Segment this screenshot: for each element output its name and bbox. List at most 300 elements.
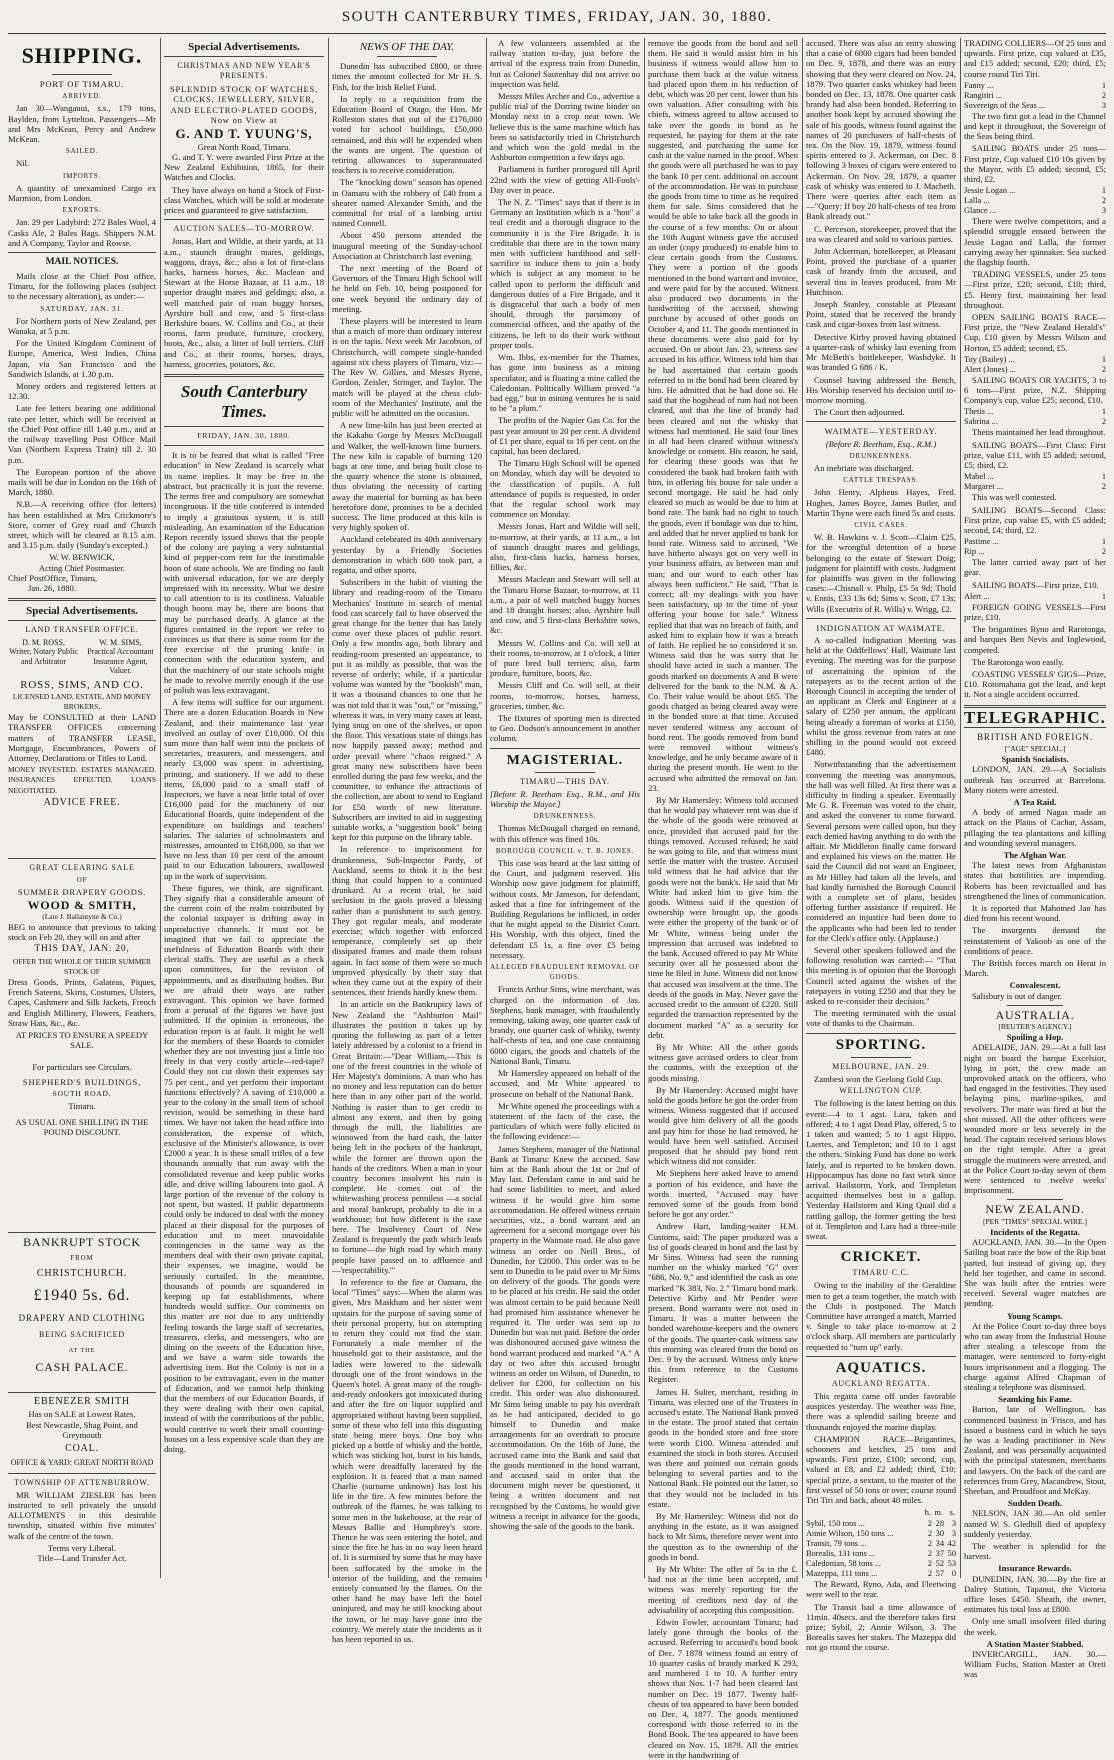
mail-date: SATURDAY, JAN. 31.: [40, 303, 124, 313]
news-item: The Timaru High School will be opened on Monday, which day will be devoted to the classification of pupils. A full attendance of pupils is requested, in order that the regular school work may commence on Monday.: [490, 458, 640, 520]
mail-text: Mails close at the Chief Post office, Timaru, for the following places (subject to the necessary alteration), as under:—: [8, 271, 156, 302]
regatta-text: TRADING VESSELS, under 25 tons—First prize, £20; second, £10; third, £5. Henry first, maintaining her lead throughout.: [964, 269, 1106, 310]
placing-list: [964, 592, 1106, 602]
table-row: [806, 1559, 956, 1569]
divider: [806, 1033, 956, 1034]
telegram-text: AUCKLAND, JAN. 30.—In the Open Sailing boat race the bow of the Rip boat parted, but instead of giving up, they held her together, and came in second. She was built after the entries were received. Several wager matches are pending.: [964, 1237, 1106, 1309]
time-cell: 28: [935, 1519, 944, 1529]
vessel-name: Borealis, 131 tons ...: [806, 1549, 876, 1559]
mail-signature: Chief PostOffice, Timaru,: [8, 572, 98, 583]
list-item: [964, 482, 1106, 492]
leader-text: These figures, we think, are significant. They signify that a considerable amount of the current coin of the realm contributed by the colonial taxpayer is drifting away in unproductive channels. It must not be imagined that we fail to appreciate the usefulness of Education Boards with their clerical staffs. They are useful as a check upon committees, for the revision of appointments, and as distributing bodies. But we are afraid their ways are rather extravagant. This opinion we have formed from a perusal of the figures we have just submitted. If the opinion is erroneous, the education report is at fault. It might be well for the members of these Boards to consider whether they are not investing just a little too freely in that very costly article—red-tape? Could they not cut down their expenses say 75 per cent., and yet perform their important functions effectively? A saving of £10,000 a year to the colony in the small item of school revision, would be something in these hard times. We have not taken the head office into consideration, the expense of which, exclusive of the Minister's allowance, is over £2000 a year. It is these small trifles of a few thousands annually that run away with the consolidated revenue and keep public works idle, and drive willing labourers into gaol. A large portion of the revenue of the colony is not spent, but wasted. If public departments could only be induced to deal with the money placed at their disposal for the purposes of education and to meet unavoidable contingencies in the same way as the members deal with their own private capital, their expenses, we imagine, would be seriously curtailed. In the meantime, thousands of pounds are squandered in keeping up fat establishments, where hundreds would suffice. Our comments on this matter are not due to any unfriendly feeling towards the large staff of secretaries, treasurers, clerks, and messengers, who are dining on the sweets of the Education hive, and we have a warm side towards the advertising item. But the Colony is not in a position to be extravagant, even in the matter of Education, and we cannot help thinking that the members of our Education Boards, if they were dealing with their own capital, instead of with the contributions of the public, would contrive to work their small counting-houses on a less expensive scale than they are doing.: [164, 882, 324, 1454]
placing-list: [964, 472, 1106, 492]
ross-title: Writer, Notary Public and Arbitrator: [9, 647, 78, 666]
sims-name: W. M. SIMS,: [99, 637, 142, 647]
bankrupt-stock: BANKRUPT STOCK: [23, 1234, 141, 1249]
time-cell: 3: [951, 1519, 956, 1529]
mail-text: Late fee letters bearing one additional rate per letter, which will be received at the Chief Post office till 1.40 p.m., and at the railway travelling Post Office Mail Van (Northern Express Train) till 2. 30 p.m.: [8, 403, 156, 465]
wood-text: BEG to announce that previous to taking stock on Feb 20, they will on and after: [8, 922, 156, 943]
list-item: [964, 417, 1106, 427]
cricket-sub: TIMARU C.C.: [852, 1268, 910, 1278]
borough-heading: BOROUGH COUNCIL v. T. B. JONES.: [495, 846, 635, 855]
timaru-text: Timaru.: [68, 1101, 96, 1112]
placing: 2: [1101, 90, 1106, 100]
vessel-name: Mazeppa, 111 tons ...: [806, 1569, 878, 1579]
court-text: C. Perceson, storekeeper, proved that the tea was cleared and sold to various parties.: [806, 223, 956, 244]
nz-wire: [PER "TIMES" SPECIAL WIRE.]: [982, 1216, 1088, 1226]
divider: [806, 1356, 956, 1357]
indignation-heading: INDIGNATION AT WAIMATE.: [816, 622, 946, 633]
divider: [806, 421, 956, 422]
list-item: [964, 186, 1106, 196]
regatta-text: SAILING BOATS—Second Class: First prize, cup value £5, with £5 added; second, £4; third, £2.: [964, 504, 1106, 535]
boat-name: Fanny ...: [964, 80, 994, 90]
waimate-drunk-heading: DRUNKENNESS.: [849, 451, 913, 460]
regatta-text: TRADING COLLIERS—Of 25 tons and upwards. First prize, cup valued at £35, and £15 added; second, £20; third, £5; course round Tiri Tiri.: [964, 38, 1106, 79]
time-cell: 2: [927, 1519, 932, 1529]
news-item: Dunedin has subscribed £800, or three times the amount collected for Mr H. S. Fish, for the Irish Relief Fund.: [332, 61, 482, 92]
vessel-name: Caledonian, 58 tons ...: [806, 1559, 882, 1569]
boat-name: Mabel ...: [964, 472, 994, 482]
results-col-h: h.: [924, 1508, 931, 1518]
ross-sims-text: LICENSED LAND, ESTATE, AND MONEY BROKERS,: [12, 691, 152, 711]
divider: [806, 1245, 956, 1246]
regatta-text: SAILING BOATS under 25 tons—First prize, Cup valued £10 10s given by the Mayor, with £5 added; second, £5; third, £2.: [964, 143, 1106, 185]
news-item: Messrs W. Collins and Co. will sell at their rooms, to-morrow, at 1 o'clock, a litter of pure bred bull terriers; also, farm produce, furniture, boots, &c.: [490, 637, 640, 679]
bankrupt-at: AT THE: [68, 1346, 96, 1354]
column-rule: [644, 38, 645, 1578]
news-item: Messrs Jonas, Hart and Wildie will sell, to-morrow, at their yards, at 11 a.m., a lot of staunch draught mares and geldings, also, first-class hacks, harness horses, fillies, &c.: [490, 521, 640, 573]
young-address: Great North Road, Timaru.: [197, 141, 291, 152]
indignation-text: A so-called Indignation Meeting was held at the Oddfellows' Hall, Waimate last evening. The meeting was for the purpose of ascertaining the opinion of the ratepayers as to the recent action of the Borough Council in accepting the tender of an applicant as Clerk and Engineer at a salary of £250 per annum, the applicant being already a foreman of works at £150, whilst the gross revenue from rates at one shilling in the pound would not exceed £480.: [806, 634, 956, 758]
placing: 1: [1101, 186, 1106, 196]
sailed-heading: SAILED.: [65, 147, 99, 156]
ross-sims-text: May be CONSULTED at their LAND TRANSFER OFFICES concerning matters of TRANSFER LEASE, Mortgage, Encumbrances, Powers of Attorney, Declarations or Titles to Land.: [8, 712, 156, 763]
telegram-text: The weather is splendid for the harvest.: [964, 1540, 1106, 1562]
special-ads-heading: Special Advertisements.: [26, 605, 138, 618]
indignation-text: The meeting terminated with the usual vote of thanks to the Chairman.: [806, 1008, 956, 1029]
telegram-text: DUNEDIN, JAN. 30.—By the fire at Dalrey Station, Tapanui, the Victoria office loses £450. Sheath, the owner, estimates his total loss at £800.: [964, 1573, 1106, 1615]
time-cell: 42: [947, 1539, 956, 1549]
court-text: W. B. Hawkins v. J. Scott—Claim £25, for the wrongful detention of a horse belonging to the estate of Stewart Doig; judgment for plaintiff with costs. Judgment for plaintiffs was given in the following cases:—Chisnall v. Philp, £5 5s 9d; Thold v. Ennis, £33 13s 6d; Sims v. Scott, £7 13s; Wills (Executrix of R. Wills) v. Wrigg, £2.: [806, 532, 956, 614]
stab-heading: A Station Master Stabbed.: [986, 1638, 1084, 1649]
column-2: [164, 38, 324, 1578]
sale-summer: SUMMER DRAPERY GOODS.: [17, 887, 147, 898]
news-item: Messrs Maclean and Stewart will sell at the Timaru Horse Bazaar, to-morrow, at 11 a.m., a pair of well matched buggy horses and 18 draught horses; also, Ayrshire bull and cow, and 5 first-class Berkshire sows, &c.: [490, 574, 640, 636]
mail-text: Money orders and registered letters at 12.30.: [8, 381, 156, 402]
land-transfer-names: [8, 638, 156, 676]
news-item: In reply to a requisition from the Education Board of Otago, the Hon. Mr Rolleston states that out of the £176,000 voted for school buildings, £50,000 remained, and this will be expended when the wants are urgent. The question of retiring allowances to superannuated teachers is to receive consideration.: [332, 93, 482, 176]
telegram-text: The British forces march on Herat in March.: [964, 958, 1106, 979]
exports-text: Jan. 29 per Ladybird: 272 Bales Wool, 4 Casks Ale, 2 Bales Bags. Shippers N.M. and A Company, Taylor and Rowse.: [8, 217, 156, 248]
indignation-text: Several other speakers followed and the following resolution was carried:— "That this meeting is of opinion that the Borough Council acted against the wishes of the ratepayers in voting £250 and that they be asked to re-consider their decision.": [806, 945, 956, 1007]
office-yard: OFFICE & YARD: GREAT NORTH ROAD: [10, 1458, 154, 1468]
divider: [851, 1057, 911, 1058]
splendid-stock: SPLENDID STOCK OF WATCHES, CLOCKS, JEWELLERY, SILVER, AND ELECTRO-PLATED GOODS, Now on View at: [169, 83, 318, 126]
divider: [164, 56, 324, 57]
sporting-heading: SPORTING.: [835, 1036, 927, 1053]
time-cell: 57: [935, 1569, 944, 1579]
table-row: [806, 1569, 956, 1579]
placing: 1: [1101, 591, 1106, 601]
mail-signature: Acting Chief Postmaster.: [38, 562, 126, 573]
news-item: The "knocking down" season has opened in Oamaru with the robbery of £40 from a shearer named Alexander Smith, and the committal for trial of a lambing artist named Connell.: [332, 177, 482, 229]
shepherd-buildings: SHEPHERD'S BUILDINGS,: [22, 1076, 142, 1087]
time-cell: 34: [935, 1539, 944, 1549]
table-row: [806, 1539, 956, 1549]
divider: [164, 219, 324, 220]
placing-list: [964, 537, 1106, 557]
magisterial-bench: [Before R. Beetham Esq., R.M., and His Worship the Mayor.]: [490, 788, 640, 810]
list-item: [964, 196, 1106, 206]
telegram-text: The latest news from Afghanistan states that hostilities are impending. Roberts has been revictualled and has strengthened the lines of communication.: [964, 860, 1106, 901]
land-transfer-heading: LAND TRANSFER OFFICE.: [25, 625, 139, 635]
cash-palace: CASH PALACE.: [35, 1360, 129, 1375]
telegram-text: Salisbury is out of danger.: [972, 990, 1062, 1001]
bankrupt-being: BEING SACRIFICED: [39, 1329, 125, 1339]
boat-name: Margaret ...: [964, 482, 1003, 492]
court-text: James Stephens, manager of the National Bank at Timaru: Knew the accused. Saw him at the Bank about the 1st or 2nd of May last. Defendant came in and said he had some liabilities to meet, and asked witness if he would give him some accommodation. He offered witness certain securities, viz., a bond warrant and an agreement for a second mortgage over his property in the Waimate road. He also gave witness an order on Neill Bros., of Dunedin, for £2000. This order was to be sent to Dunedin to be paid over to Mr Sims on delivery of the goods. The goods were to be placed at his credit. He said the order was almost certain to be paid because Neill had promised him assistance whenever he required it. The order was sent up to Dunedin but was not paid. Before the order was dishonoured accused gave witness the bond warrant produced and marked "A." A day or two after this accused brought witness an order on Wilson, of Dunedin, to deliver for £200, for collection on his credit. This order was also dishonoured. Mr Sims being unable to pay his overdraft as he had anticipated, decided to go himself to Dunedin and make arrangements for an overdraft to procure accommodation. On the 16th of June, the accused came into the Bank and said that the goods mentioned in the bond warrant, and accused said in order that the document might never be questioned, it being a written document and not recognised by the Customs, he would give witness a receipt in advance for the goods, showing the sale of the goods to the bank.: [490, 1143, 640, 1532]
table-row: [806, 1529, 956, 1539]
waimate-bench: (Before R. Beetham, Esq., R.M.): [825, 438, 937, 449]
placing: 2: [1101, 547, 1106, 557]
sailed-text: Nil.: [16, 158, 30, 169]
boat-name: Sovereign of the Seas ...: [964, 100, 1046, 110]
telegram-text: LONDON, JAN. 29.—A Socialists outbreak has occurred at Barcelona. Many rioters were arrested.: [964, 764, 1106, 795]
column-rule: [960, 38, 961, 1578]
divider: [52, 74, 111, 75]
court-text: John Henry, Alpheus Hayes, Fred. Hughes, James Boyce, James Butler, and Martin Thyne were each fined 5s and costs.: [806, 487, 956, 518]
mail-signature: Jan. 26, 1880.: [28, 582, 76, 593]
time-cell: 0: [951, 1569, 956, 1579]
telegram-text: Barton, late of Wellington, has commenced business in 'Frisco, and has issued a business card in which he says he was a leading practitioner in New Zealand, and was personally acquainted with the principal statesmen, merchants and lawyers. On the back of the card are references from Grey, Macandrew, Stout, Sheehan, and Proudfoot and McKay.: [964, 1404, 1106, 1496]
auction-heading: AUCTION SALES—TO-MORROW.: [173, 224, 315, 234]
regatta-incidents-heading: Incidents of the Regatta.: [990, 1226, 1080, 1237]
regatta-text: SAILING BOATS—First prize, £10.: [972, 579, 1099, 590]
age-special: ["AGE" SPECIAL.]: [1004, 743, 1066, 753]
exports-heading: EXPORTS.: [62, 206, 102, 215]
nameplate: South Canterbury Times.: [180, 382, 308, 422]
list-item: [964, 355, 1106, 365]
column-5: [648, 38, 798, 1760]
imports-heading: IMPORTS.: [62, 171, 102, 180]
cricket-heading: CRICKET.: [840, 1249, 922, 1266]
court-text: Mr Hamersley appeared on behalf of the accused, and Mr White appeared to prosecute on behalf of the National Bank.: [490, 1068, 640, 1099]
boat-name: Rangitiri ...: [964, 90, 1003, 100]
news-item: A new lime-kiln has just been erected at the Kakahu Gorge by Messrs McDougall and Walker, the well-known lime burners. The new kiln is capable of burning 120 bags at one time, and being built close to the quarry whence the stone is obtained, thus obviating the necessity of carting away the material for burning as has been heretofore done, promises to be a decided success. The lime produced at this kiln is very highly spoken of.: [332, 420, 482, 533]
divider: [377, 56, 437, 57]
bankrupt-christchurch: CHRISTCHURCH.: [36, 1268, 128, 1280]
news-item: In an article on the Bankruptcy laws of New Zealand the "Ashburton Mail" illustrates the position it takes up by quoting the following as part of a letter lately addressed by a colonist to a friend in Great Britain:—"Dear William,—This is one of the freest countries in the whole of Her Majesty's dominions. A man who has no money and less reputation can do better here than in any other part of the world. Nothing is easier than to get credit to almost any extent, and then by going through the mill, the liabilities are winnowed from the hard cash, the latter being left in the pockets of the bankrupt, while the former are thrown upon the hands of the creditors. When a man in your country becomes insolvent his ruin is complete. He comes out of the whitewashing process penniless —a social and moral bankrupt, probably to die in a workhouse; but how different is the case here. The Insolvency Court of New Zealand is frequently the path which leads to fortune—the high road by which many people have passed on to affluence and—'respectability.'": [332, 999, 482, 1275]
court-text: Francis Arthur Sims, wine merchant, was charged on the information of Jas. Stephens, bank manager, with fraudulently removing, taking away, one quarter cask of brandy, one quarter cask of whisky, twenty half-chests of tea, and one case containing 6000 cigars, the goods and chattels of the National Bank, Timaru.: [490, 984, 641, 1066]
time-cell: 2: [927, 1539, 932, 1549]
cricket-text: Owing to the inability of the Geraldine men to get a team together, the match with the Club is postponed. The Match Committee have arranged a match, Married v. Single to take place to-morrow at 2 o'clock sharp. All members are particularly requested to "turn up" early.: [806, 1280, 956, 1352]
aquatics-heading: AQUATICS.: [835, 1359, 927, 1376]
sale-of: OF: [76, 876, 88, 885]
telegram-text: A body of armed Nagas made an attack on the Plains of Cachar, Assam, pillaging the tea plantations and killing and wounding several managers.: [964, 807, 1106, 848]
bankrupt-from: FROM: [70, 1253, 94, 1262]
boat-name: Thetis ...: [964, 407, 994, 417]
column-rule: [802, 38, 803, 1578]
vessel-name: Annie Wilson, 150 tons ...: [806, 1529, 894, 1539]
divider: [806, 618, 956, 619]
divider: [8, 1392, 156, 1393]
arrived-text: Jan 30—Wanganui, s.s., 179 tons, Baylden, from Lyttelton. Passengers—Mr and Mrs McKean, Percy and Andrew McKean.: [8, 103, 156, 145]
list-item: [964, 407, 1106, 417]
mail-heading: MAIL NOTICES.: [45, 257, 119, 268]
regatta-text: The brigantines Ryno and Rarotonga, and barques Ben Nevis and Inglewood, competed.: [964, 624, 1106, 655]
news-item: Wm. Ibbs, ex-member for the Thames, has gone into business as a mining speculator, and is floating a mine called the Caledonian. Politically William proved "a bad egg," but in mining ventures he is said to be "a plum.": [490, 352, 640, 414]
indignation-text: Notwithstanding that the advertisement convening the meeting was anonymous, the hall was well filled. At first there was a difficulty in finding a speaker. Eventually Mr G. R. Freeman was voted to the chair, and asked the convener to come forward. Several persons were called upon, but they each denied having anything to do with the affair. Mr Middleton finally came forward and explained his views on the matter. He said the Council did not want an Engineer, as Mr Hilley had taken all the levels, and had kindly furnished the Borough Council with a complete set of plans, besides offering further assistance if required. He considered an injustice had been done to the applicants who had been led to tender for the Clerk's office only. (Applause.): [806, 759, 956, 943]
placing: 3: [1101, 100, 1106, 110]
hop-heading: Spoiling a Hop.: [1006, 1032, 1064, 1043]
aquatics-text: The Transit had a time allowance of 11min. 40secs. and the therefore takes first prize; Sybil, 2; Annie Wilson, 3. The Borealis saves her stakes. The Mazeppa did not go round the course.: [806, 1601, 956, 1653]
list-item: [964, 101, 1106, 111]
placing: 2: [1101, 482, 1106, 492]
time-cell: 2: [927, 1549, 932, 1559]
xmas-heading: CHRISTMAS AND NEW YEAR'S PRESENTS.: [177, 61, 311, 81]
drunk-heading: DRUNKENNESS.: [533, 812, 597, 821]
placing-list: [964, 407, 1106, 427]
court-text: Joseph Stanley, constable at Pleasant Point, stated that he received the brandy cask and cigar-boxes from last witness.: [806, 299, 956, 330]
boat-name: Alert (Jones) ...: [964, 364, 1016, 374]
vessel-name: Transit, 79 tons ...: [806, 1539, 867, 1549]
list-item: [964, 472, 1106, 482]
news-item: The next meeting of the Board of Governors of the Timaru High School will be held on Feb. 10, being postponed for one week beyond the ordinary day of meeting.: [332, 263, 482, 314]
waimate-heading: WAIMATE—YESTERDAY.: [824, 426, 938, 437]
column-7: [964, 38, 1106, 1680]
court-text: By Mr Hamersley: Witness told accused that he would pay whatever rent was due if the whole of the goods were removed at once, provided that accused paid for the things removed. Accused refused; he said he was going to file, and that witness must settle the matter with the trustee. Accused told witness that he had advice that the goods were not the bank's. He said that Mr White had asked him to give him the goods. Witness said if the question of ownership were brought up, the goods were either the property of the bank or of Mr White, witness being under the impression that accused was indebted to the bank. Accused offered to pay Mr White security over all he possessed about the time he filed in June. Witness did not know that accused was insolvent at the time. The deeds of the goods in May. Never gave the accused credit to the amount of £220. Still regarded the transaction represented by the document marked "A" as a security for debt.: [648, 795, 798, 1040]
fame-heading: Seamking his Fame.: [998, 1394, 1072, 1405]
list-item: [964, 592, 1106, 602]
australia-heading: AUSTRALIA.: [995, 1007, 1075, 1022]
mail-text: For Northern ports of New Zealand, per Wanaka, at 5 p.m.: [8, 315, 156, 337]
news-item: Auckland celebrated its 40th anniversary yesterday by a Friendly Societies demonstration in which 600 took part, a regatta, and other sports.: [332, 534, 482, 575]
aquatics-sub: AUCKLAND REGATTA.: [831, 1378, 931, 1388]
telegram-text: INVERCARGILL, JAN. 30.—William Fuchs, Station Master at Oreti was: [964, 1649, 1106, 1680]
telegram-text: ADELAIDE, JAN. 29.—At a full last night on board the barque Excelsior, lying in port, the crew made an unprovoked attack on the officers, who had engaged in the festivities. They used belaying pins, marline-spikes, and revolvers. The mate was fired at but the shot missed. All the other officers were wounded more or less severely in the head. The captain received serious blows on the right temple. After a great struggle the mutineers were arrested, and at the Police Court to-day seven of them were sentenced to twelve weeks' imprisonment.: [964, 1042, 1106, 1196]
placing: 2: [1101, 196, 1106, 206]
regatta-text: There were twelve competitors, and a splendid struggle ensued between the Jessie Logan and Lalla, the former carrying away her spinnaker. Sea sucked the flagship fourth.: [964, 216, 1106, 268]
regatta-text: Thetis maintained her lead throughout.: [972, 427, 1106, 438]
court-text: By Mr Hamersley: Witness did not do anything in the estate, as it was assigned back to Mr Sims, therefore never went into the question as to the ownership of the goods in bond.: [648, 1511, 798, 1562]
time-cell: 2: [927, 1529, 932, 1539]
ebenezer-smith: EBENEZER SMITH: [34, 1396, 130, 1408]
time-cell: 52: [935, 1559, 944, 1569]
news-item: A few volunteers assembled at the railway station to-day, just before the arrival of the express train from Dunedin, but as Colonel Sautenhay did not arrive no inspection was held.: [490, 38, 640, 89]
death-heading: Sudden Death.: [1008, 1498, 1062, 1509]
convalescent-heading: Convalescent.: [1009, 980, 1061, 991]
news-heading: NEWS OF THE DAY.: [359, 41, 455, 53]
court-text: Mr White opened the proceedings with a statement of the facts of the case, the particulars of which were fully elicited in the following evidence:—: [490, 1100, 640, 1142]
masthead: SOUTH CANTERBURY TIMES, FRIDAY, JAN. 30, 1880.: [341, 9, 773, 25]
news-item: Messrs Cliff and Co. will sell, at their rooms, to-morrow, horses, harness, groceries, timber, &c.: [490, 680, 640, 711]
table-row: [806, 1549, 956, 1559]
divider: [164, 374, 324, 377]
wood-smith-sub: (Late J. Ballantyne & Co.): [42, 911, 122, 921]
south-road: SOUTH ROAD,: [52, 1088, 112, 1098]
divider: [8, 252, 156, 253]
news-item: In reference to the fire at Oamaru, the local "Times" says:—When the alarm was given, Mrs Maskham and her sister went upstairs for the purpose of saving some of their personal property, but on attempting to return they could not find the stair. Fortunately a male member of the household got to their assistance, and the ladies were lowered to the sidewalk through one of the front windows in the Queen's hotel. A great many of the rough-and-ready onlookers got intoxicated during and after the fire on liquor supplied and appropriated without having been supplied, some of these who fell into this disgusting state being mere boys. One boy who picked up a bottle of whisky and the bottle, which was sticking hot, burst in his hands, which were dreadfully lacerated by the explosion. It is feared that a man named Charlie (surname unknown) has lost his life in the fire. A few minutes before the outbreak of the flames, he was talking to some men in the bakehouse, at the rear of Messrs Ballie and Humphrey's store. Thence he was seen entering the hotel, and since the fire he has in no way been heard of. It is surmised by some that he may have been suffocated by the smoke in the interior of the building, and the remains entirely consumed by the flames. On the other hand he may have left the hotel uninjured, and may be still knocking about the town, or he may have gone into the country. We merely state the incidents as it has been reported to us.: [332, 1276, 482, 1645]
melbourne-dateline: MELBOURNE, JAN. 29.: [832, 1061, 930, 1071]
divider: [8, 620, 156, 621]
special-ads-heading: Special Advertisements.: [188, 41, 300, 53]
sims-title: Practical Accountant Insurance Agent, Valuer.: [87, 647, 154, 676]
court-text: James H. Sulter, merchant, residing in Timaru, was elected one of the Trustees in accused's estate. The National Bank proved in the estate. The proof stated that certain goods in the bonded store and free store were worth £100. Witness attended and examined the stock in both stores. Accused was there and pointed out certain goods belonging to several parties and to the National Bank. He pointed out the latter, so that they would not be included in his estate.: [648, 1386, 798, 1509]
auction-text: Jonas, Hart and Wildie, at their yards, at 11 a.m., staunch draught mares, geldings, waggons, drays, &c.; also a lot of first-class hacks, harness horses, &c. Maclean and Stewart at the Horse Bazaar, at 11 a.m., 18 superior draught mares and geldings; also, a well matched pair of roan buggy horses, Ayrshire bull and cow, and 5 first-class Berkshire boars. W. Collins and Co., at their rooms, farm produce, furniture, crockery, boots, &c., also, a litter of bull terriers. Cliff and Co., at their rooms, horses, drays, harness, groceries, potatoes, &c.: [164, 236, 324, 369]
scamps-heading: Young Scamps.: [1007, 1310, 1063, 1321]
mail-text: For the United Kingdom Continent of Europe, America, West Indies, China Japan, via San Francisco and the Sandwich Islands, at 1.30 p.m.: [8, 338, 156, 379]
news-item: About 450 persons attended the inaugural meeting of the Sunday-school Association at Christchurch last evening.: [332, 230, 482, 261]
regatta-text: The latter carried away part of her gear.: [964, 557, 1106, 578]
results-table: [806, 1507, 956, 1579]
sporting-text: The following is the latest betting on this event:—4 to 1 agst. Lara, taken and offered; 4 to 1 agst Dead Play, offered, 5 to 1 taken and wanted; 5 to 1 agst Hippo, Laertes, and Templeton; and 10 to 1 agst the others. Sinking Fund has done no work lately, and is reported to be broken down. Hippocampus has done no fast work since arrival. Hailstorm, York, and Templeton acquitted themselves best in a gallop. Yesterday Hailstorm and King Quail did a rattling gallop, the former getting the best of it. Templeton and Lara had a three-mile sweat.: [806, 1098, 956, 1241]
civil-heading: CIVIL CASES.: [854, 520, 908, 529]
tea-heading: A Tea Raid.: [1013, 796, 1057, 807]
news-item: Messrs Miles Archer and Co., advertise a public trial of the Dorring twine binder on Monday next in a crop near town. We believe this is the same machine which has been so satisfactorily tried in Christchurch and which won the gold medal in the Ashburton competition a few days ago.: [490, 91, 640, 163]
court-text: This case was heard at the last sitting of the Court, and judgment reserved. His Worship now gave judgment for plaintiff, without costs. Mr Jameson, for defendant, asked that a fine for infringement of the Building Regulations be inflicted, in order that he might appeal to the District Court. His Worship, with this object, fined the defendant £5 1s, a fine over £5 being necessary.: [490, 858, 640, 960]
divider: [8, 858, 156, 859]
court-text: remove the goods from the bond and sell them. He said it would assist him in his business if witness would allow him to purchase them back at the value witness had placed upon them in his reduction of debt, which was 20 per cent. lower than his own valuation. After consulting with his chiefs, witness agreed to allow accused to take over the goods in bond as he requested, he paying for them at the rate suggested, and purchasing the same for cash at the value named in the proof. When the goods were all purchased he was to pay the bank 10 per cent. additional on account of the accommodation. He was to purchase the goods from time to time as he required them for sale. Sims considered that he would be able to take back all the goods in the course of a few months. On or about the 16th August witness gave the accused an order (copy produced) to enable him to clear certain goods from the Customs. They were a portion of the goods mentioned in the bond warrant and invoice, and were paid for by the accused. Witness also produced two documents in the handwriting of the accused, showing purchase by accused of other goods on October 4, and 11. The goods mentioned in these documents were also paid for by accused. On or about Jan. 23, witness saw accused in his office. Witness told him that he had ascertained that certain goods referred to in the bond had been cleared by him. He admitted that he had done so. He said that the hogshead of rum had not been cleared, and that the line of brandy had been cleared and not the whisky that witness had mentioned. He said four lines in all had been cleared without witness's knowledge or consent. His reason, he said, for clearing these goods was that he considered the bank had broken faith with him, in offering his house for sale under a second mortgage. He said he had only cleared so much as would be due to him at bond rate. The bank had no right to touch the goods, even if bondage was due to him, and added that he never applied to bank for bond rate. Witness said to accused, "We have hitherto always got on very well in your business affairs, as between man and man; and our word to each other has always been sufficient." He said, "That is correct; all my dealings with you have been satisfactory, up to the time of your offering your house for sale." Witness replied that that was no breach of faith, and asked him to explain how it was a breach of faith. He replied he so considered it so. Witness said that he was sorry that he should have acted in such a manner. The goods marked on documents A and B were delivered for the bank to the N.M. & A. Co. Their value would be about £65. The goods charged as being cleared away were in the bonded store at that time. Accused never tendered witness any account of bond rent. The goods removed from bond were removed without witness's knowledge, and he only became aware of it during the present month. He went to the accused who admitted the removal on Jan. 23.: [648, 38, 798, 793]
township-heading: TOWNSHIP OF ATTENBURROW.: [14, 1477, 150, 1487]
regatta-text: The Rarotonga won easily.: [972, 656, 1065, 667]
court-text: By Mr White: The offer of 5s in the £. had not at the time been accepted, and witness was merely reporting for the meeting of creditors next day of the advisability of accepting this composition.: [648, 1564, 798, 1615]
telegram-text: It is reported that Mahomed Jan has died from his recent wound.: [964, 903, 1106, 924]
news-item: The profits of the Napier Gas Co. for the past year amount to 20 per cent. A dividend of £1 per share, equal to 16 per cent. on the capital, has been declared.: [490, 415, 640, 456]
divider: [8, 1473, 156, 1474]
boat-name: Sabrina ...: [964, 417, 998, 427]
boat-name: Alert ...: [964, 591, 990, 601]
reuter-agency: [REUTER'S AGENCY.]: [998, 1022, 1072, 1032]
column-rule: [486, 38, 487, 1578]
wood-text: AT PRICES TO ENSURE A SPEEDY SALE.: [15, 1030, 149, 1051]
aquatics-text: The Reward, Ryno, Ada, and Fleetwing were well to the rear.: [806, 1579, 956, 1600]
boat-name: Rip ...: [964, 547, 985, 557]
divider: [1007, 1005, 1064, 1006]
vessel-name: Sybil, 150 tons ...: [806, 1519, 865, 1529]
court-text: An inebriate was discharged.: [814, 462, 914, 473]
sporting-text: Zambesi won the Geelong Gold Cup.: [814, 1073, 943, 1084]
telegram-text: Only one small insolvent filed during the week.: [964, 1616, 1106, 1637]
column-1: [8, 38, 156, 1578]
dateline: FRIDAY, JAN. 30, 1880.: [197, 431, 291, 441]
news-item: Subscribers in the habit of visiting the library and reading-room of the Timaru Mechanics' Institute in search of mental food can scarcely fail to have observed the great change for the better that has lately come over these places of public resort. Only a few months ago, both library and reading-room presented an appearance, to put it as mildly as possible, that was the reverse of orderly; while, if a particular volume was wanted by the "bookish" man, it was a thousand chances to one that he was not told that it was "out," or "missing," whereas it was, in very many cases at least, lying snug on one of the shelves, or upon the floor. This vexatious state of things has now happily passed away; method and order prevail where "chaos reigned." A great many new subscribers have been enrolled during the past few weeks, and the committee, to enhance the attractions of the collection, are about to send to England for £50 worth of new literature. Subscribers are invited to aid in suggesting suitable works, a "suggestion book" being kept for this purpose on the library table.: [332, 577, 482, 843]
divider: [164, 445, 324, 446]
wood-smith: WOOD & SMITH,: [27, 897, 137, 912]
placing: 3: [1101, 206, 1106, 216]
list-item: [964, 91, 1106, 101]
regatta-text: SAILING BOATS OR YACHTS, 3 to 6 tons—First prize, N.Z. Shipping Company's cup, value £25; second, £10.: [964, 374, 1106, 406]
young-text: They have always on hand a Stock of First-class Watches, which will be sold at moderate prices and guaranteed to give satisfaction.: [164, 184, 324, 216]
time-cell: 53: [947, 1559, 956, 1569]
socialists-heading: Spanish Socialists.: [1001, 754, 1069, 765]
placing-list: [964, 186, 1106, 216]
mail-signature: W. W. BENWICK,: [49, 552, 115, 563]
time-cell: 2: [927, 1559, 932, 1569]
court-text: Thomas McDougall charged on remand, with this offence was fined 10s.: [490, 823, 640, 844]
list-item: [964, 81, 1106, 91]
afghan-heading: The Afghan War.: [1003, 849, 1067, 860]
divider: [164, 426, 324, 427]
court-text: Counsel having addressed the Bench, His Worship reserved his decision until to-morrow morning.: [806, 374, 956, 405]
divider: [8, 598, 156, 601]
court-text: Edwin Fowler, accountant Timaru; had lately gone through the books of the accused. Referring to accused's bond book of Dec. 7 1878 witness found an entry of 10 quarter casks of brandy marked K 293, and numbered 1 to 10. A further entry shows that Nos. 1-7 had been cleared last number on Dec. 19 1877. Twenty half-chests of tea appeared to have been bonded on Dec. 4, 1877. The goods mentioned correspond with those referred to in the Bond Book. The tea appeared to have been cleared on Nov. 15, 1879. All the entries were in the handwriting of: [648, 1617, 798, 1760]
list-item: [964, 206, 1106, 216]
placing: 1: [1101, 80, 1106, 90]
masthead-rule: [8, 33, 1106, 34]
column-rule: [160, 38, 161, 1578]
table-row: [806, 1519, 956, 1529]
terms-text: Terms very Liberal.: [48, 1542, 116, 1553]
magisterial-sub: TIMARU—THIS DAY.: [520, 776, 610, 786]
bankrupt-amount: £1940 5s. 6d.: [33, 1287, 131, 1305]
ebenezer-text: Has on SALE at Lowest Rates,: [28, 1409, 136, 1420]
divider: [8, 1232, 156, 1233]
wood-date: THIS DAY, JAN. 20,: [34, 944, 130, 955]
telegram-text: The insurgents demand the reinstatement of Yakoob as one of the conditions of peace.: [964, 925, 1106, 956]
news-item: Parliament is further prorogued till April 22nd with the view of getting All-Fools'-Day over in peace.: [490, 164, 640, 195]
divider: [535, 772, 595, 773]
telegram-text: NELSON, JAN 30.—An old settler named W. S. Gledhill died of apoplexy suddenly yesterday.: [964, 1508, 1106, 1539]
regatta-text: The two first got a lead in the Channel and kept it throughout, the Sovereign of the Seas being third.: [964, 110, 1106, 142]
leader-text: A few items will suffice for our argument. There are a dozen Education Boards in New Zealand, and their maintenance last year involved an outlay of over £10,000. Of this sum more than half went into the pockets of secretaries, treasurers, and messengers, and nearly £3,000 was spent in advertising, printing, and stationery. If we add to these items, £6,000 paid to a small staff of Inspectors, we have a neat little total of over £16,000 paid for the machinery of our Educational Boards, quite independent of the expenditure on buildings and teachers' salaries. The salaries of schoolmasters and mistresses, amounted to £168,000, so that we have no less than 10 per cent of the amount paid to our Education labourers, swallowed up in the work of supervision.: [164, 697, 324, 881]
column-4: [490, 38, 640, 1578]
time-cell: 30: [935, 1529, 944, 1539]
court-text: Detective Kirby proved having obtained a quarter-cask of whisky last evening from Mr McBeth's bottlekeeper, Washdyke. It was branded G 686 / K.: [806, 331, 956, 373]
ross-sims-text: MONEY INVESTED. ESTATES MANAGED. INSURANCES EFFECTED. LOANS NEGOTIATED.: [8, 765, 156, 795]
wood-text: Dress Goods, Prints, Galateas, Piques, French Sateens, Skirts, Costumes, Ulsters, Capes, Cashmere and Silk Jackets, French and English Millinery, Flowers, Feathers, Straw Hats, &c., &c.: [8, 977, 156, 1028]
alleged-heading: ALLEGED FRAUDULENT REMOVAL OF GOODS.: [490, 963, 640, 982]
news-item: These players will be interested to learn that a match of more than ordinary interest is on the tapis. Next week Mr Jacobson, of Christchurch, will compete single-handed against six chess players of Timaru, viz:— The Rev W. Gillies, and Messrs Byrne, Gordon, Zeisler, Stringer, and Taylor. The match will be played at the chess club-room of the Mechanics' Institute, and the public will be admitted on the occasion.: [332, 316, 482, 418]
mail-text: The European portion of the above mails will be due in London on the 16th of March, 1880.: [8, 466, 156, 498]
divider: [964, 727, 1106, 728]
title-act: Title—Land Transfer Act.: [37, 1552, 127, 1563]
british-foreign-heading: BRITISH AND FOREIGN.: [977, 731, 1093, 742]
time-cell: 50: [947, 1549, 956, 1559]
wood-text: For particulars see Circulars.: [32, 1062, 132, 1073]
shipping-heading: SHIPPING.: [21, 43, 143, 68]
boat-name: Jessie Logan ...: [964, 186, 1016, 196]
zeisler-text: MR WILLIAM ZIESLER has been instructed to sell privately the unsold ALLOTMENTS in this desirable township, situated within five minutes' walk of the centre of the town.: [8, 1489, 156, 1541]
time-cell: 2: [927, 1569, 932, 1579]
wellington-cup-heading: WELLINGTON CUP.: [839, 1086, 923, 1096]
placing: 1: [1101, 537, 1106, 547]
ross-sims-heading: ROSS, SIMS, AND CO.: [20, 678, 144, 691]
bankrupt-drapery: DRAPERY AND CLOTHING: [18, 1313, 146, 1324]
ross-name: D. M. ROSS,: [22, 637, 65, 647]
regatta-text: FOREIGN GOING VESSELS—First prize, £10.: [964, 601, 1106, 622]
sale-heading: GREAT CLEARING SALE: [29, 862, 135, 872]
magisterial-heading: MAGISTERIAL.: [506, 752, 624, 768]
placing: 1: [1101, 354, 1106, 364]
regatta-text: This was well contested.: [972, 492, 1057, 503]
column-6: [806, 38, 956, 1653]
time-cell: 3: [951, 1529, 956, 1539]
telegraphic-heading: TELEGRAPHIC.: [964, 707, 1106, 727]
court-text: By Mr White: All the other goods witness gave accused orders to clear from the customs, with the exception of the goods missing.: [648, 1041, 798, 1083]
list-item: [964, 365, 1106, 375]
court-text: accused. There was also an entry showing that a case of 6000 cigars had been bonded on Dec. 9, 1878, and there was an entry showing that they were cleared on Nov. 24, 1879. Two quarter casks whiskey had been bonded on Dec. 13, 1878. One quarter cask brandy had also been bonded. Referring to another book kept by accused showing the sale of his goods, witness found against the names of 20 purchasers of half-chests of tea. On the Nov. 19, 1879, witness found spirits entered to J. Ackerman, on Dec. 8 following 3 boxes of cigars were entered to Ackerman. On Nov. 29, 1879, a quarter cask of whisky was entered to J. Macbeth. There were queries after each item as—"Query: If boy 20 half-chests of tea from Bank already out.": [806, 38, 956, 222]
boat-name: Toy (Bailey) ...: [964, 354, 1015, 364]
column-3: [332, 38, 482, 1645]
court-text: Mr Stephens here asked leave to amend a portion of his evidence, and have the words inserted, "Accused may have removed some of the goods from bond before he got any order.": [648, 1168, 798, 1220]
news-item: The N. Z. "Times" says that if there is in Germany an Institution which is a "hon" a real credit and a thorough disgrace to the community it is the Fire Brigade. It is creditable that there are in the town many men with sufficient hardihood and self-sacrifice to induce them to join a body which is subject at any moment to be called upon to perform the difficult and dangerous duties of a Fire Brigade, and it is disgraceful that such a body of men should, through the parsimony of commercial offices, and the apathy of the citizens, be left to do their work without proper tools.: [490, 197, 640, 350]
arrived-heading: ARRIVED.: [62, 92, 102, 101]
leader-text: It is to be feared that what is called "Free education" in New Zealand is scarcely what its name implies. It may be free in the abstract, but practically it is just the reverse. The terms free and compulsory are somewhat incongruous. If the title conferred is intended to imply a gratuitous system, it is still misleading. An examination of the Education Report recently issued shows that the people of the colony are paying a very substantial kind of pepper-corn rent for the inestimable boon of state schools. We are finding no fault with universal education, for we are deeply impressed with its necessity. What we desire to call attention to is its costliness. Valuable though boons may be, there are boons that may be purchased dearly. A glance at the figures contained in the report we refer to convinces us that there is some room for the free exercise of the pruning knife in connection with the education system, and that the machinery of our state schools might be made to revolve merrily enough if the use of polish was less extravagant.: [164, 450, 324, 695]
court-text: Andrew Hart, landing-waiter H.M. Customs, said: The paper produced was a list of goods cleared in bond and the last by Mr Sims. Witness had seen the running number on the whisky marked "G" over "686, No. 9," and identified the cask as one marked "K 383, No. 2." Timaru bond mark. Detective Kirby and Mr Pender were present. Bond warrants were not used in Timaru. It was a matter between the bonded warehouse-keepers and the owners of the goods. The quarter-cask witness saw this morning was cleared from the bond on Dec. 9 by the accused. Witness only knew this from reference to the Customs Register.: [648, 1221, 798, 1385]
news-item: The fixtures of sporting men is directed to Geo. Dodson's announcement in another column.: [490, 713, 640, 744]
placing: 2: [1101, 417, 1106, 427]
